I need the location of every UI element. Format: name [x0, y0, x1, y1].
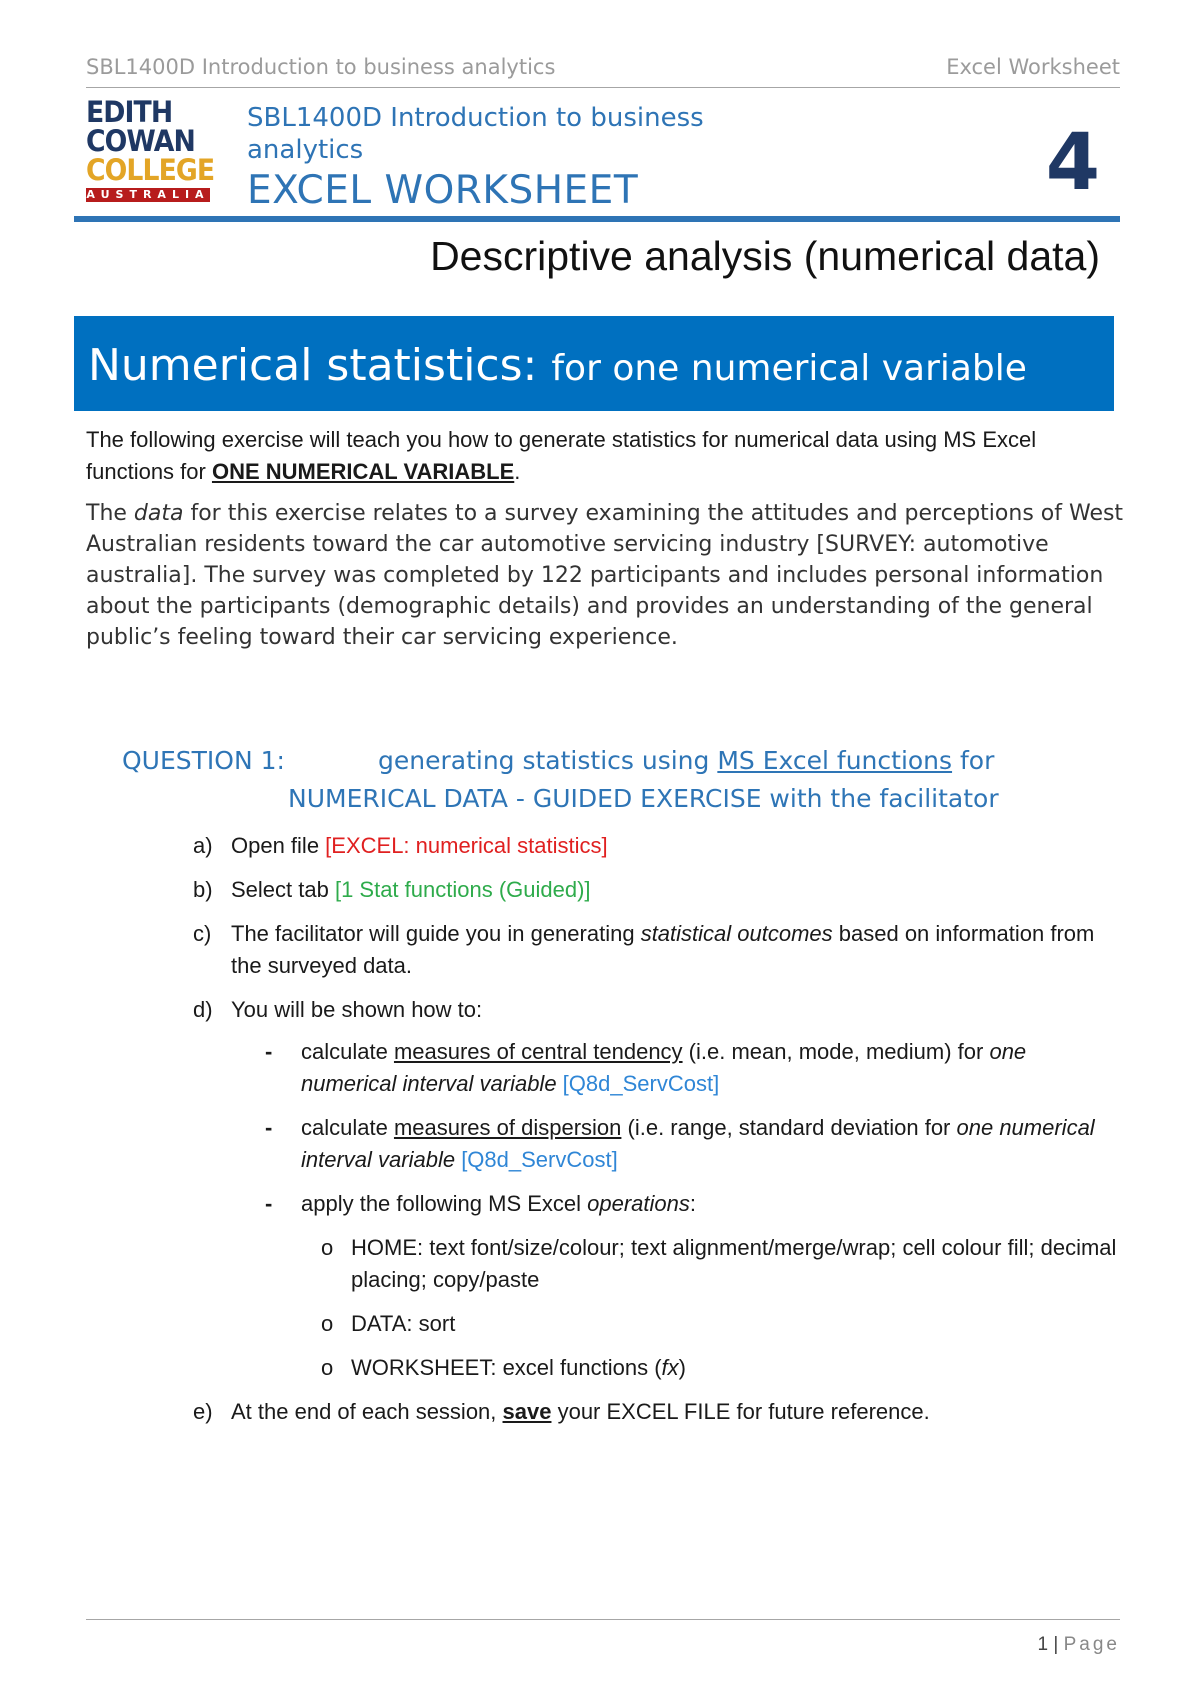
step-marker: a): [193, 833, 213, 858]
circle-marker: o: [321, 1355, 334, 1380]
operation-text: DATA: sort: [351, 1311, 456, 1336]
intro-text: The following exercise will teach you how to generate statistics for numerical data using MS Excel functions for: [86, 427, 1037, 484]
instruction-list: [193, 830, 1123, 1440]
operation-data: [321, 1308, 1123, 1340]
variable-reference: [Q8d_ServCost]: [455, 1147, 618, 1172]
banner-sub: for one numerical variable: [551, 348, 1027, 389]
sub-underlined: measures of central tendency: [393, 1039, 683, 1064]
page-number: [1038, 1634, 1120, 1656]
question-text-3: for: [952, 746, 995, 775]
section-banner: [74, 316, 1114, 411]
logo-line-1: EDITH: [86, 95, 173, 129]
variable-reference: [Q8d_ServCost]: [556, 1071, 720, 1096]
dash-marker: -: [265, 1115, 273, 1140]
banner-heading: [88, 340, 1027, 391]
topic-title: Descriptive analysis (numerical data): [430, 233, 1100, 279]
step-marker: c): [193, 921, 212, 946]
sub-text: (i.e. mean, mode, medium) for: [682, 1039, 990, 1064]
step-e: [193, 1396, 1123, 1428]
tab-reference: [1 Stat functions (Guided)]: [334, 877, 591, 902]
dash-marker: -: [265, 1191, 273, 1216]
intro-paragraph: [86, 424, 1116, 488]
page-num: 1: [1037, 1634, 1049, 1655]
operation-text: HOME: text font/size/colour; text alignment/merge/wrap; cell colour fill; decimal placing; copy/paste: [351, 1235, 1117, 1292]
title-divider: [74, 216, 1120, 222]
sub-italic: one numerical interval variable: [301, 1039, 1027, 1096]
operation-text: WORKSHEET: excel functions (: [351, 1355, 662, 1380]
intro-emphasis: ONE NUMERICAL VARIABLE: [211, 459, 515, 484]
course-title: SBL1400D Introduction to business analytics: [247, 103, 704, 165]
step-emphasis: statistical outcomes: [640, 921, 833, 946]
header-course-title: SBL1400D Introduction to business analytics: [86, 55, 556, 79]
banner-main: Numerical statistics:: [88, 340, 538, 391]
step-marker: b): [193, 877, 213, 902]
sub-text: calculate: [301, 1039, 394, 1064]
step-a: [193, 830, 1123, 862]
sub-italic: operations: [587, 1191, 690, 1216]
step-text: The facilitator will guide you in generating: [231, 921, 641, 946]
sub-text: :: [689, 1191, 697, 1216]
page-word: Page: [1063, 1634, 1120, 1655]
file-reference: [EXCEL: numerical statistics]: [325, 833, 608, 858]
step-text: Select tab: [231, 877, 335, 902]
running-header: [86, 55, 1120, 88]
step-d: [193, 994, 1123, 1384]
question-text-1: generating statistics using: [378, 746, 718, 775]
step-text: Open file: [231, 833, 326, 858]
dash-marker: -: [265, 1039, 273, 1064]
sub-item-operations: [265, 1188, 1123, 1220]
sub-item-central-tendency: [265, 1036, 1123, 1100]
step-text: At the end of each session,: [231, 1399, 503, 1424]
sub-italic: one numerical interval variable: [301, 1115, 1095, 1172]
sub-underlined: measures of dispersion: [393, 1115, 622, 1140]
step-text: You will be shown how to:: [231, 997, 483, 1022]
logo-line-3: COLLEGE: [86, 153, 215, 187]
worksheet-title: EXCEL WORKSHEET: [247, 168, 639, 213]
operation-worksheet: [321, 1352, 1123, 1384]
data-description-paragraph: [86, 498, 1126, 653]
logo-line-2: COWAN: [86, 124, 195, 158]
sub-item-dispersion: [265, 1112, 1123, 1176]
circle-marker: o: [321, 1235, 334, 1260]
para-part-3: for this exercise relates to a survey examining the attitudes and perceptions of West Australian residents toward the car automotive servicing industry [SURVEY: automotive australia]. The survey was completed by 122 participants and includes personal information about the participants (demographic details) and provides an understanding of the general public’s feeling toward their car servicing experience.: [86, 501, 1124, 650]
question-label: QUESTION 1:: [122, 746, 285, 775]
sub-text: apply the following MS Excel: [301, 1191, 588, 1216]
operation-text-end: ): [678, 1355, 686, 1380]
header-doc-type: Excel Worksheet: [946, 55, 1120, 79]
step-text-end: based on information from the surveyed data.: [231, 921, 1095, 978]
para-part-1: The: [86, 501, 134, 526]
step-marker: d): [193, 997, 213, 1022]
circle-marker: o: [321, 1311, 334, 1336]
question-heading: [122, 742, 1122, 818]
page-footer: [86, 1619, 1120, 1655]
page-sep: |: [1048, 1634, 1064, 1655]
worksheet-number: 4: [1045, 118, 1100, 208]
step-text-end: your EXCEL FILE for future reference.: [551, 1399, 930, 1424]
question-line-2: NUMERICAL DATA - GUIDED EXERCISE with the facilitator: [288, 784, 999, 813]
question-line-1: [122, 742, 1122, 780]
operation-italic: fx: [661, 1355, 679, 1380]
save-emphasis: save: [502, 1399, 552, 1424]
sub-text: (i.e. range, standard deviation for: [621, 1115, 957, 1140]
step-c: [193, 918, 1123, 982]
intro-end: .: [514, 459, 521, 484]
step-b: [193, 874, 1123, 906]
logo-line-4: AUSTRALIA: [86, 188, 210, 201]
para-data-word: data: [133, 501, 184, 526]
sub-text: calculate: [301, 1115, 394, 1140]
step-marker: e): [193, 1399, 213, 1424]
college-logo: [86, 95, 215, 204]
question-excel-functions: MS Excel functions: [717, 746, 953, 775]
operation-home: [321, 1232, 1123, 1296]
